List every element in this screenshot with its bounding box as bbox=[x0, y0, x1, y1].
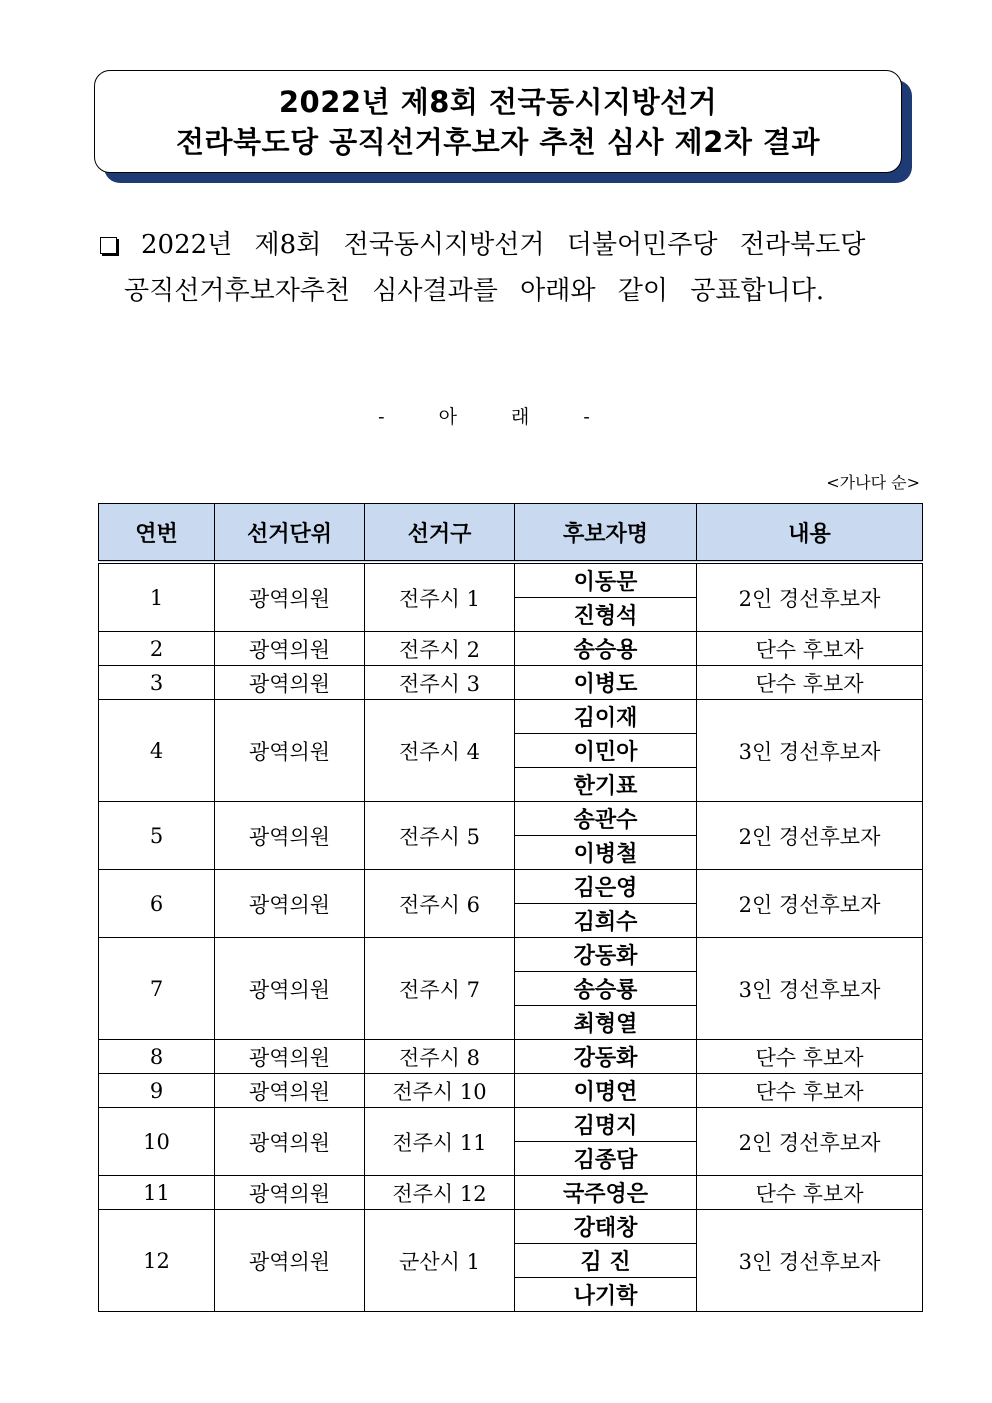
cell-unit: 광역의원 bbox=[215, 1176, 365, 1210]
cell-district: 전주시 4 bbox=[365, 700, 515, 802]
order-note: <가나다 순> bbox=[826, 473, 920, 492]
cell-content: 단수 후보자 bbox=[697, 632, 923, 666]
cell-unit: 광역의원 bbox=[215, 938, 365, 1040]
table-header-row bbox=[99, 504, 923, 563]
cell-no: 7 bbox=[99, 938, 215, 1040]
cell-content: 2인 경선후보자 bbox=[697, 1108, 923, 1176]
cell-unit: 광역의원 bbox=[215, 700, 365, 802]
cell-unit: 광역의원 bbox=[215, 802, 365, 870]
cell-content: 3인 경선후보자 bbox=[697, 1210, 923, 1312]
cell-unit: 광역의원 bbox=[215, 1108, 365, 1176]
cell-no: 11 bbox=[99, 1176, 215, 1210]
cell-content: 2인 경선후보자 bbox=[697, 870, 923, 938]
header-candidate: 후보자명 bbox=[515, 504, 697, 563]
cell-content: 단수 후보자 bbox=[697, 1040, 923, 1074]
table-row bbox=[99, 1210, 923, 1244]
cell-candidate: 김은영 bbox=[515, 870, 697, 904]
cell-no: 1 bbox=[99, 562, 215, 632]
table-row bbox=[99, 632, 923, 666]
cell-candidate: 나기학 bbox=[515, 1278, 697, 1312]
cell-unit: 광역의원 bbox=[215, 1210, 365, 1312]
cell-candidate: 강태창 bbox=[515, 1210, 697, 1244]
cell-district: 전주시 2 bbox=[365, 632, 515, 666]
cell-district: 전주시 11 bbox=[365, 1108, 515, 1176]
cell-no: 2 bbox=[99, 632, 215, 666]
cell-candidate: 김희수 bbox=[515, 904, 697, 938]
title-box bbox=[94, 70, 902, 173]
cell-district: 전주시 6 bbox=[365, 870, 515, 938]
cell-content: 2인 경선후보자 bbox=[697, 562, 923, 632]
arae-heading: - 아 래 - bbox=[378, 406, 614, 428]
cell-unit: 광역의원 bbox=[215, 632, 365, 666]
cell-no: 9 bbox=[99, 1074, 215, 1108]
results-table bbox=[98, 503, 923, 1312]
cell-candidate: 김종담 bbox=[515, 1142, 697, 1176]
cell-unit: 광역의원 bbox=[215, 666, 365, 700]
cell-unit: 광역의원 bbox=[215, 562, 365, 632]
cell-no: 3 bbox=[99, 666, 215, 700]
cell-candidate: 이민아 bbox=[515, 734, 697, 768]
table-row bbox=[99, 802, 923, 836]
intro-line-2: 공직선거후보자추천 심사결과를 아래와 같이 공표합니다. bbox=[124, 276, 825, 306]
cell-district: 전주시 12 bbox=[365, 1176, 515, 1210]
cell-content: 3인 경선후보자 bbox=[697, 700, 923, 802]
table-body bbox=[99, 562, 923, 1312]
header-district: 선거구 bbox=[365, 504, 515, 563]
cell-candidate: 최형열 bbox=[515, 1006, 697, 1040]
cell-candidate: 한기표 bbox=[515, 768, 697, 802]
cell-unit: 광역의원 bbox=[215, 870, 365, 938]
title-line-2: 전라북도당 공직선거후보자 추천 심사 제2차 결과 bbox=[176, 124, 820, 159]
header-no: 연번 bbox=[99, 504, 215, 563]
cell-content: 3인 경선후보자 bbox=[697, 938, 923, 1040]
cell-candidate: 김이재 bbox=[515, 700, 697, 734]
cell-no: 6 bbox=[99, 870, 215, 938]
table-row bbox=[99, 666, 923, 700]
table-row bbox=[99, 562, 923, 598]
cell-district: 전주시 3 bbox=[365, 666, 515, 700]
cell-candidate: 강동화 bbox=[515, 938, 697, 972]
cell-no: 12 bbox=[99, 1210, 215, 1312]
cell-no: 10 bbox=[99, 1108, 215, 1176]
cell-candidate: 이병철 bbox=[515, 836, 697, 870]
table-row bbox=[99, 1176, 923, 1210]
cell-district: 전주시 5 bbox=[365, 802, 515, 870]
cell-candidate: 김명지 bbox=[515, 1108, 697, 1142]
intro-paragraph bbox=[100, 222, 930, 314]
table-row bbox=[99, 870, 923, 904]
cell-candidate: 이명연 bbox=[515, 1074, 697, 1108]
table-row bbox=[99, 1040, 923, 1074]
intro-line-1: 2022년 제8회 전국동시지방선거 더불어민주당 전라북도당 bbox=[141, 230, 866, 260]
table-row bbox=[99, 700, 923, 734]
cell-unit: 광역의원 bbox=[215, 1040, 365, 1074]
cell-district: 전주시 8 bbox=[365, 1040, 515, 1074]
cell-candidate: 송관수 bbox=[515, 802, 697, 836]
cell-candidate: 이동문 bbox=[515, 562, 697, 598]
title-banner bbox=[94, 70, 912, 178]
table-row bbox=[99, 938, 923, 972]
cell-candidate: 송승룡 bbox=[515, 972, 697, 1006]
title-line-1: 2022년 제8회 전국동시지방선거 bbox=[278, 84, 718, 119]
cell-candidate: 이병도 bbox=[515, 666, 697, 700]
header-unit: 선거단위 bbox=[215, 504, 365, 563]
cell-district: 군산시 1 bbox=[365, 1210, 515, 1312]
table-row bbox=[99, 1074, 923, 1108]
cell-district: 전주시 10 bbox=[365, 1074, 515, 1108]
cell-district: 전주시 7 bbox=[365, 938, 515, 1040]
cell-content: 단수 후보자 bbox=[697, 1176, 923, 1210]
header-content: 내용 bbox=[697, 504, 923, 563]
cell-no: 8 bbox=[99, 1040, 215, 1074]
cell-no: 4 bbox=[99, 700, 215, 802]
cell-candidate: 김 진 bbox=[515, 1244, 697, 1278]
cell-candidate: 진형석 bbox=[515, 598, 697, 632]
cell-candidate: 강동화 bbox=[515, 1040, 697, 1074]
cell-content: 단수 후보자 bbox=[697, 1074, 923, 1108]
checkbox-bullet-icon bbox=[100, 237, 117, 254]
cell-content: 2인 경선후보자 bbox=[697, 802, 923, 870]
cell-content: 단수 후보자 bbox=[697, 666, 923, 700]
cell-candidate: 송승용 bbox=[515, 632, 697, 666]
cell-district: 전주시 1 bbox=[365, 562, 515, 632]
cell-candidate: 국주영은 bbox=[515, 1176, 697, 1210]
cell-unit: 광역의원 bbox=[215, 1074, 365, 1108]
cell-no: 5 bbox=[99, 802, 215, 870]
table-row bbox=[99, 1108, 923, 1142]
